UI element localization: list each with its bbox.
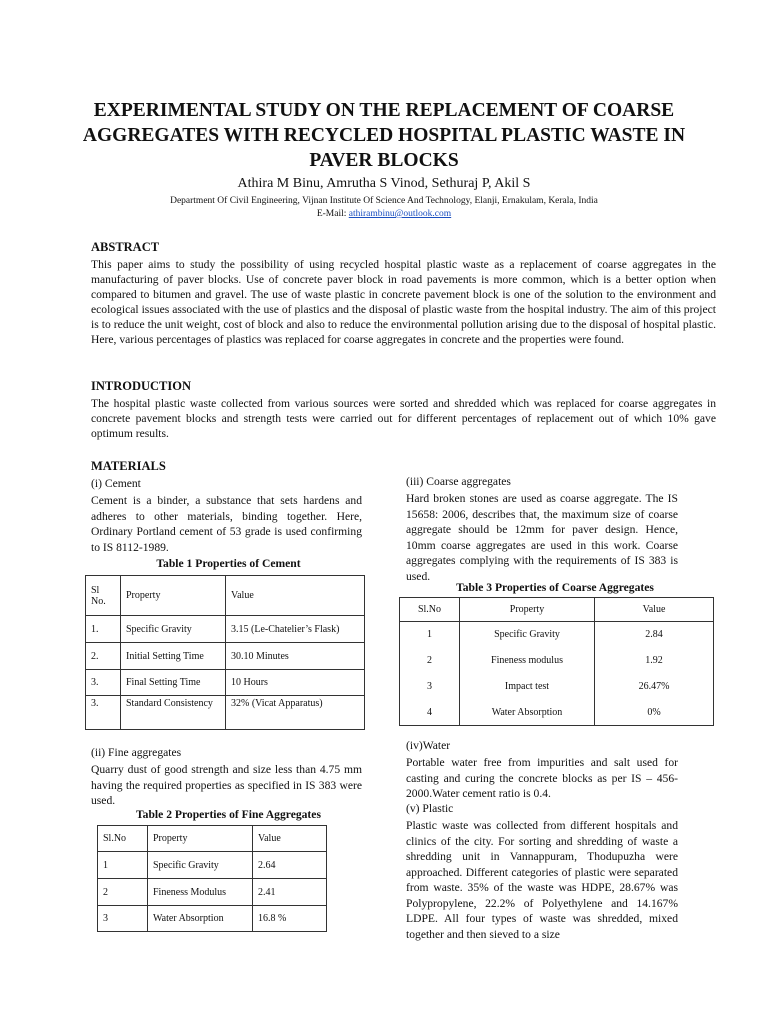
table-row bbox=[86, 670, 365, 696]
water-subheading: (iv)Water bbox=[406, 739, 451, 752]
table-cell: 3. bbox=[86, 670, 121, 696]
table-row bbox=[400, 674, 714, 700]
table1-header-cell: Sl No. bbox=[86, 576, 121, 616]
cement-subheading: (i) Cement bbox=[91, 477, 141, 490]
table2-header-cell: Value bbox=[253, 826, 327, 852]
table3 bbox=[399, 597, 714, 726]
table-cell: Fineness modulus bbox=[460, 648, 595, 674]
table-cell: 32% (Vicat Apparatus) bbox=[226, 696, 365, 730]
water-text: Portable water free from impurities and salt used for casting and curing the concrete blocks as per IS – 456-2000.Water cement ratio is 0.4. bbox=[406, 756, 678, 800]
table-cell: 2 bbox=[427, 655, 432, 666]
table1-header-row bbox=[86, 576, 365, 616]
fine-text: Quarry dust of good strength and size less than 4.75 mm having the required properties as specified in IS 383 were used. bbox=[91, 763, 362, 807]
table-row bbox=[98, 906, 327, 932]
table-cell: 4 bbox=[400, 700, 460, 726]
email-label: E-Mail: bbox=[316, 209, 347, 219]
table3-header-row bbox=[400, 598, 714, 622]
plastic-subheading: (v) Plastic bbox=[406, 802, 454, 815]
table-cell: Initial Setting Time bbox=[121, 643, 226, 670]
table-cell: 1.92 bbox=[595, 648, 714, 674]
table-cell: Final Setting Time bbox=[121, 670, 226, 696]
table-cell: 16.8 % bbox=[253, 906, 327, 932]
plastic-text: Plastic waste was collected from different hospitals and clinics of the city. For sorting and shredding of waste a shredding unit in Vannappuram, Thodupuzha were approached. Different categories of plastic were separated from waste. 35% of the waste was HDPE, 28.67% was Polypropylene, 22.2% of Polyethylene and 14.167% LDPE. All four types of waste was shredded, mixed together and then sieved to a size bbox=[406, 819, 678, 941]
table-cell: 2.84 bbox=[595, 622, 714, 648]
abstract-text: This paper aims to study the possibility of using recycled hospital plastic waste as a replacement of coarse aggregates in the manufacturing of paver blocks. Use of concrete paver block in road pavements is more common, which is a better option when compared to bitumen and gravel. The use of waste plastic in concrete pavement block is one of the solution to the environment and ecological issues associated with the use of plastics and the disposal of plastic waste from the hospital industry. The aim of this project is to reduce the unit weight, cost of block and also to reduce the environmental pollution arising due to the disposal of hospital plastic. Here, various percentages of plastics was replaced for coarse aggregates in concrete and the properties were found. bbox=[91, 258, 716, 346]
table-cell: Water Absorption bbox=[460, 700, 595, 726]
table-row bbox=[400, 622, 714, 648]
table-cell: 1 bbox=[427, 629, 432, 641]
table1 bbox=[85, 575, 365, 730]
table1-header-cell: Property bbox=[121, 576, 226, 616]
table-row bbox=[400, 648, 714, 674]
table-row bbox=[86, 616, 365, 643]
table-cell: 1 bbox=[98, 852, 148, 879]
table-row bbox=[98, 879, 327, 906]
table-cell: Specific Gravity bbox=[121, 616, 226, 643]
authors: Athira M Binu, Amrutha S Vinod, Sethuraj P, Akil S bbox=[237, 176, 531, 191]
affiliation: Department Of Civil Engineering, Vijnan Institute Of Science And Technology, Elanji, Ernakulam, Kerala, India bbox=[170, 196, 598, 206]
email-line bbox=[40, 208, 728, 221]
table-cell: 3. bbox=[86, 696, 121, 730]
table-cell: Fineness Modulus bbox=[148, 879, 253, 906]
table-cell: Standard Consistency bbox=[121, 696, 226, 730]
table-cell: 1. bbox=[86, 616, 121, 643]
table-cell: 0% bbox=[595, 700, 714, 726]
affiliation-block bbox=[40, 195, 728, 221]
paper-title: EXPERIMENTAL STUDY ON THE REPLACEMENT OF COARSE AGGREGATES WITH RECYCLED HOSPITAL PLASTIC WASTE IN PAVER BLOCKS bbox=[82, 100, 686, 171]
table-cell: Water Absorption bbox=[148, 906, 253, 932]
coarse-text: Hard broken stones are used as coarse aggregate. The IS 15658: 2006, describes that, the maximum size of coarse aggregate should be 12mm for paver design. Hence, 10mm coarse aggregates are used in this work. Coarse aggregates complying with the requirements of IS 383 is used. bbox=[406, 492, 678, 583]
table-row bbox=[400, 700, 714, 726]
table-cell: 2.41 bbox=[253, 879, 327, 906]
table2-caption: Table 2 Properties of Fine Aggregates bbox=[136, 808, 321, 821]
table3-caption: Table 3 Properties of Coarse Aggregates bbox=[456, 581, 654, 594]
table-cell: 2. bbox=[86, 643, 121, 670]
fine-subheading: (ii) Fine aggregates bbox=[91, 746, 182, 759]
materials-heading: MATERIALS bbox=[91, 459, 166, 473]
table-cell: Impact test bbox=[460, 674, 595, 700]
table-cell: 3.15 (Le-Chatelier’s Flask) bbox=[226, 616, 365, 643]
coarse-subheading: (iii) Coarse aggregates bbox=[406, 475, 511, 488]
introduction-text: The hospital plastic waste collected from various sources were sorted and shredded which was replaced for coarse aggregates in concrete pavement blocks and strength tests were carried out for different percentages of replacement out of which 10% gave optimum results. bbox=[91, 397, 716, 440]
table-row bbox=[86, 696, 365, 730]
table2-header-cell: Property bbox=[148, 826, 253, 852]
abstract-heading: ABSTRACT bbox=[91, 240, 160, 254]
table3-header-cell: Sl.No bbox=[400, 598, 460, 622]
table-cell: 10 Hours bbox=[226, 670, 365, 696]
table1-header-cell: Value bbox=[226, 576, 365, 616]
table3-header-cell: Property bbox=[460, 598, 595, 622]
table-cell: 2.64 bbox=[253, 852, 327, 879]
table1-caption: Table 1 Properties of Cement bbox=[156, 557, 301, 570]
table-row bbox=[86, 643, 365, 670]
introduction-heading: INTRODUCTION bbox=[91, 379, 192, 393]
cement-text: Cement is a binder, a substance that sets hardens and adheres to other materials, binding together. Here, Ordinary Portland cement of 53 grade is used confirming to IS 8112-1989. bbox=[91, 494, 362, 554]
table-cell: 26.47% bbox=[595, 674, 714, 700]
table-cell: 2 bbox=[98, 879, 148, 906]
table-cell: Specific Gravity bbox=[148, 852, 253, 879]
table-cell: 3 bbox=[427, 681, 432, 692]
email-link[interactable]: athirambinu@outlook.com bbox=[348, 209, 452, 219]
table-row bbox=[98, 852, 327, 879]
table3-header-cell: Value bbox=[595, 598, 714, 622]
table2-header-row bbox=[98, 826, 327, 852]
table2-header-cell: Sl.No bbox=[98, 826, 148, 852]
table-cell: Specific Gravity bbox=[460, 622, 595, 648]
table-cell: 30.10 Minutes bbox=[226, 643, 365, 670]
table-cell: 3 bbox=[98, 906, 148, 932]
table2 bbox=[97, 825, 327, 932]
